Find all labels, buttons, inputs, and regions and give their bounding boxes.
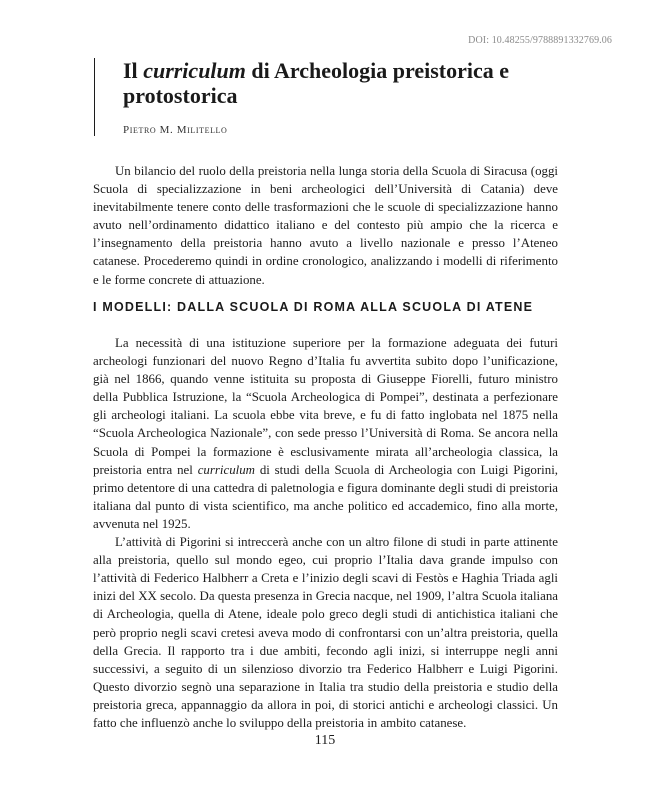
body-paragraph-1 bbox=[93, 334, 558, 533]
intro-paragraph: Un bilancio del ruolo della preistoria nella lunga storia della Scuola di Siracusa (oggi Scuola di specializzazione in beni archeologici dell’Università di Catania) deve inevitabilmente tenere conto delle trasformazioni che le scuole di specializzazione hanno avuto nell’ordinamento didattico italiano e del contesto più ampio che la ricerca e l’insegnamento della preistoria hanno avuto a livello nazionale e presso l’Ateneo catanese. Procederemo quindi in ordine cronologico, analizzando i modelli di riferimento e le forme concrete di attuazione. bbox=[93, 164, 558, 287]
title-prefix: Il bbox=[123, 58, 144, 83]
p1-italic-word: curriculum bbox=[197, 462, 255, 477]
author-name: Pietro M. Militello bbox=[123, 124, 228, 136]
page-number: 115 bbox=[314, 733, 336, 748]
title-italic-word: curriculum bbox=[143, 58, 246, 83]
p1-text-a: La necessità di una istituzione superiore per la formazione adeguata dei futuri archeologi funzionari del nuovo Regno d’Italia fu avvertita subito dopo l’unificazione, già nel 1866, quando venne istituita su proposta di Giuseppe Fiorelli, futuro ministro della Pubblica Istruzione, la “Scuola Archeologica di Pompei”, destinata a perfezionare gli archeologi italiani. La scuola ebbe vita breve, e fu di fatto inglobata nel 1875 nella “Scuola Archeologica Nazionale”, con sede presso l’Università di Roma. Se ancora nella Scuola di Pompei la formazione è esclusivamente mirata all’archeologia classica, la preistoria entra nel bbox=[93, 336, 558, 477]
section-heading: I MODELLI: DALLA SCUOLA DI ROMA ALLA SCUOLA DI ATENE bbox=[93, 300, 534, 314]
article-title bbox=[123, 58, 593, 108]
p1-text-b: di studi della Scuola di Archeologia con Luigi Pigorini, primo detentore di una cattedra di paletnologia e figura dominante degli studi di preistoria italiana dal punto di vista scientifico, ma anche politico ed accademico, fino alla morte, avvenuta nel 1925. bbox=[93, 462, 558, 531]
title-rest: di Archeologia preistorica e protostorica bbox=[123, 58, 510, 108]
doi-label: DOI: 10.48255/9788891332769.06 bbox=[468, 35, 612, 46]
title-block bbox=[94, 58, 593, 136]
section-body bbox=[93, 334, 558, 732]
body-paragraph-2: L’attività di Pigorini si intreccerà anche con un altro filone di studi in parte attinente alla preistoria, quello sul mondo egeo, cui proprio l’Italia dava grande impulso con l’attività di Federico Halbherr a Creta e l’inizio degli scavi di Festòs e Haghia Triada agli inizi del XX secolo. Da questa presenza in Grecia nacque, nel 1909, l’altra Scuola italiana di Archeologia, quella di Atene, ideale polo greco degli studi di antichistica italiani che però proprio negli scavi cretesi aveva modo di confrontarsi con un’altra preistoria, quella della Grecia. Il rapporto tra i due ambiti, fecondo agli inizi, si interruppe negli anni successivi, a seguito di un silenzioso divorzio tra Federico Halbherr e Luigi Pigorini. Questo divorzio segnò una separazione in Italia tra studio della preistoria e studio della preistoria greca, appannaggio da allora in poi, di storici antichi e archeologi classici. Un fatto che influenzò anche lo sviluppo della preistoria in ambito catanese. bbox=[93, 535, 558, 730]
intro-paragraph-block bbox=[93, 162, 558, 289]
